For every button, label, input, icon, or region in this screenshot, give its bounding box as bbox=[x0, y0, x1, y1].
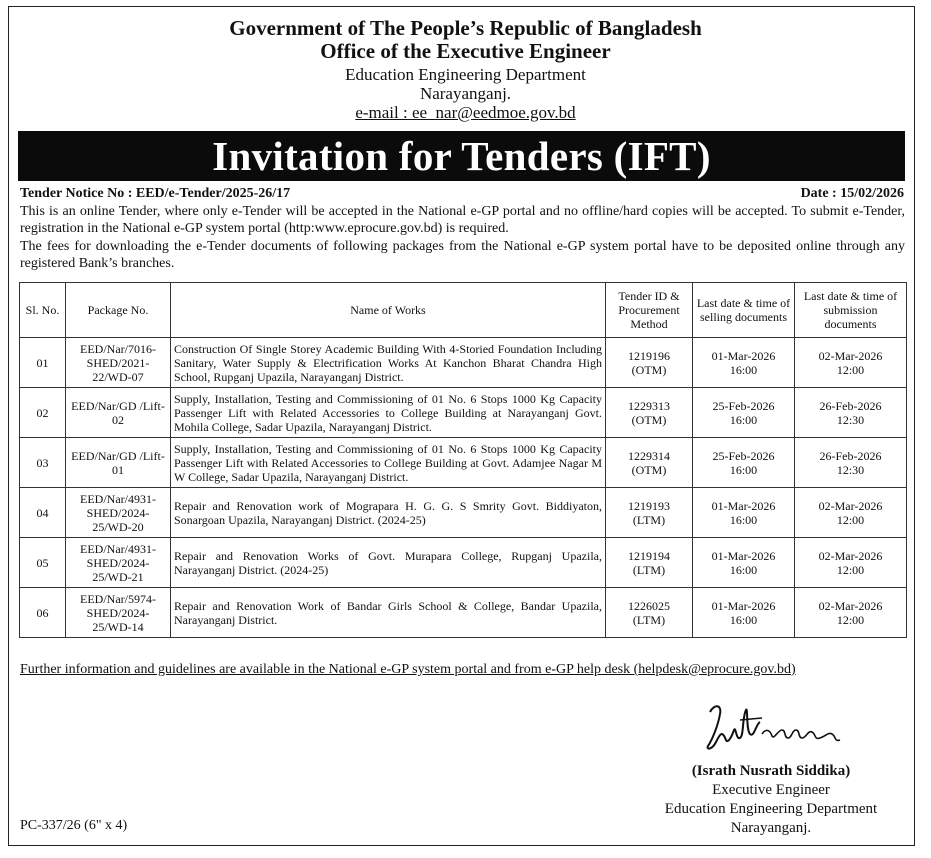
procurement-method: (OTM) bbox=[631, 412, 667, 427]
submission-time: 12:00 bbox=[836, 362, 865, 377]
selling-time: 16:00 bbox=[729, 512, 758, 527]
further-info bbox=[20, 662, 796, 678]
signatory-name: (Israth Nusrath Siddika) bbox=[691, 763, 851, 779]
submission-time: 12:30 bbox=[836, 412, 865, 427]
work-name: Repair and Renovation work of Mograpara H. G. G. S Smrity Govt. Biddiyaton, Sonargoan Upazila, Narayanganj District. (2024-25) bbox=[171, 488, 606, 538]
procurement-method: (LTM) bbox=[632, 612, 666, 627]
further-info-text: Further information and guidelines are available in the National e-GP system portal and from e-GP help desk ( bbox=[20, 662, 639, 677]
signature-scribble bbox=[700, 700, 850, 758]
selling-cell bbox=[693, 388, 795, 438]
tender-id-cell bbox=[606, 388, 693, 438]
submission-date: 02-Mar-2026 bbox=[818, 348, 883, 363]
selling-time: 16:00 bbox=[729, 612, 758, 627]
signatory-department: Education Engineering Department bbox=[664, 801, 878, 817]
work-name: Supply, Installation, Testing and Commissioning of 01 No. 6 Stops 1000 Kg Capacity Passenger Lift with Related Accessories to College Building at Narayanganj Govt. Mohila College, Sadar Upazila, Narayanganj District. bbox=[171, 388, 606, 438]
submission-date: 02-Mar-2026 bbox=[818, 598, 883, 613]
submission-cell bbox=[795, 488, 907, 538]
tender-id: 1219193 bbox=[628, 498, 670, 513]
selling-date: 01-Mar-2026 bbox=[711, 348, 776, 363]
procurement-method: (LTM) bbox=[632, 512, 666, 527]
submission-time: 12:00 bbox=[836, 612, 865, 627]
submission-cell bbox=[795, 538, 907, 588]
selling-date: 01-Mar-2026 bbox=[711, 498, 776, 513]
table-row bbox=[20, 338, 907, 388]
sl-no: 05 bbox=[20, 538, 66, 588]
package-no: EED/Nar/4931-SHED/2024-25/WD-20 bbox=[66, 488, 171, 538]
submission-cell bbox=[795, 388, 907, 438]
tender-id-cell bbox=[606, 488, 693, 538]
col-submission-date: Last date & time of submission documents bbox=[795, 283, 907, 338]
col-works: Name of Works bbox=[171, 283, 606, 338]
work-name: Repair and Renovation Work of Bandar Girls School & College, Bandar Upazila, Narayanganj District. bbox=[171, 588, 606, 638]
tender-id-cell bbox=[606, 588, 693, 638]
submission-time: 12:00 bbox=[836, 562, 865, 577]
submission-cell bbox=[795, 438, 907, 488]
selling-time: 16:00 bbox=[729, 462, 758, 477]
fees-paragraph: The fees for downloading the e-Tender documents of following packages from the National e-GP system portal have to be deposited online through any registered Bank’s branches. bbox=[20, 239, 905, 271]
submission-date: 26-Feb-2026 bbox=[819, 448, 882, 463]
helpdesk-link[interactable]: helpdesk@eprocure.gov.bd bbox=[638, 662, 792, 677]
procurement-method: (OTM) bbox=[631, 362, 667, 377]
procurement-method: (LTM) bbox=[632, 562, 666, 577]
signatory-place: Narayanganj. bbox=[730, 820, 812, 836]
submission-date: 02-Mar-2026 bbox=[818, 498, 883, 513]
table-row bbox=[20, 488, 907, 538]
tender-id-cell bbox=[606, 338, 693, 388]
selling-time: 16:00 bbox=[729, 562, 758, 577]
submission-cell bbox=[795, 588, 907, 638]
submission-date: 02-Mar-2026 bbox=[818, 548, 883, 563]
sl-no: 03 bbox=[20, 438, 66, 488]
tender-id-cell bbox=[606, 538, 693, 588]
ift-banner: Invitation for Tenders (IFT) bbox=[18, 131, 905, 181]
col-tender-id: Tender ID & Procurement Method bbox=[606, 283, 693, 338]
selling-date: 01-Mar-2026 bbox=[711, 598, 776, 613]
package-no: EED/Nar/4931-SHED/2024-25/WD-21 bbox=[66, 538, 171, 588]
submission-time: 12:00 bbox=[836, 512, 865, 527]
table-header-row bbox=[20, 283, 907, 338]
sl-no: 01 bbox=[20, 338, 66, 388]
col-sl: Sl. No. bbox=[20, 283, 66, 338]
selling-date: 25-Feb-2026 bbox=[712, 398, 775, 413]
package-no: EED/Nar/7016-SHED/2021-22/WD-07 bbox=[66, 338, 171, 388]
email-line bbox=[0, 104, 931, 121]
selling-date: 01-Mar-2026 bbox=[711, 548, 776, 563]
govt-title: Government of The People’s Republic of Bangladesh bbox=[229, 16, 702, 40]
selling-cell bbox=[693, 588, 795, 638]
tender-id: 1219194 bbox=[628, 548, 670, 563]
intro-paragraph: This is an online Tender, where only e-Tender will be accepted in the National e-GP portal and no offline/hard copies will be accepted. To submit e-Tender, registration in the National e-GP system portal (http:www.eprocure.gov.bd) is required. bbox=[20, 204, 905, 236]
selling-cell bbox=[693, 538, 795, 588]
work-name: Supply, Installation, Testing and Commissioning of 01 No. 6 Stops 1000 Kg Capacity Passenger Lift with Related Accessories to College Building at Govt. Adamjee Nagar M W College, Sadar Upazila, Narayanganj District. bbox=[171, 438, 606, 488]
procurement-method: (OTM) bbox=[631, 462, 667, 477]
tender-id: 1229314 bbox=[628, 448, 670, 463]
tender-id-cell bbox=[606, 438, 693, 488]
tender-id: 1219196 bbox=[628, 348, 670, 363]
work-name: Construction Of Single Storey Academic Building With 4-Storied Foundation Including Sanitary, Water Supply & Electrification Works At Kanchon Bharat Chandra High School, Rupganj Upazila, Narayanganj District. bbox=[171, 338, 606, 388]
press-code: PC-337/26 (6" x 4) bbox=[20, 818, 128, 833]
col-selling-date: Last date & time of selling documents bbox=[693, 283, 795, 338]
work-name: Repair and Renovation Works of Govt. Murapara College, Rupganj Upazila, Narayanganj District. (2024-25) bbox=[171, 538, 606, 588]
sl-no: 02 bbox=[20, 388, 66, 438]
submission-cell bbox=[795, 338, 907, 388]
col-package: Package No. bbox=[66, 283, 171, 338]
selling-time: 16:00 bbox=[729, 412, 758, 427]
package-no: EED/Nar/5974-SHED/2024-25/WD-14 bbox=[66, 588, 171, 638]
selling-date: 25-Feb-2026 bbox=[712, 448, 775, 463]
selling-cell bbox=[693, 338, 795, 388]
sl-no: 06 bbox=[20, 588, 66, 638]
submission-time: 12:30 bbox=[836, 462, 865, 477]
submission-date: 26-Feb-2026 bbox=[819, 398, 882, 413]
sl-no: 04 bbox=[20, 488, 66, 538]
department-name: Education Engineering Department bbox=[345, 65, 586, 84]
table-row bbox=[20, 588, 907, 638]
table-row bbox=[20, 388, 907, 438]
office-title: Office of the Executive Engineer bbox=[320, 39, 611, 63]
selling-cell bbox=[693, 488, 795, 538]
notice-date: Date : 15/02/2026 bbox=[800, 186, 904, 201]
location: Narayanganj. bbox=[419, 84, 512, 103]
tender-id: 1229313 bbox=[628, 398, 670, 413]
tender-notice-number: Tender Notice No : EED/e-Tender/2025-26/17 bbox=[20, 186, 291, 201]
package-no: EED/Nar/GD /Lift-01 bbox=[66, 438, 171, 488]
package-no: EED/Nar/GD /Lift-02 bbox=[66, 388, 171, 438]
further-info-close: ) bbox=[791, 662, 796, 677]
tender-id: 1226025 bbox=[628, 598, 670, 613]
signatory-title: Executive Engineer bbox=[712, 782, 830, 798]
table-row bbox=[20, 438, 907, 488]
tender-table bbox=[19, 282, 907, 638]
selling-time: 16:00 bbox=[729, 362, 758, 377]
email-link[interactable]: e-mail : ee_nar@eedmoe.gov.bd bbox=[355, 103, 576, 122]
table-row bbox=[20, 538, 907, 588]
selling-cell bbox=[693, 438, 795, 488]
